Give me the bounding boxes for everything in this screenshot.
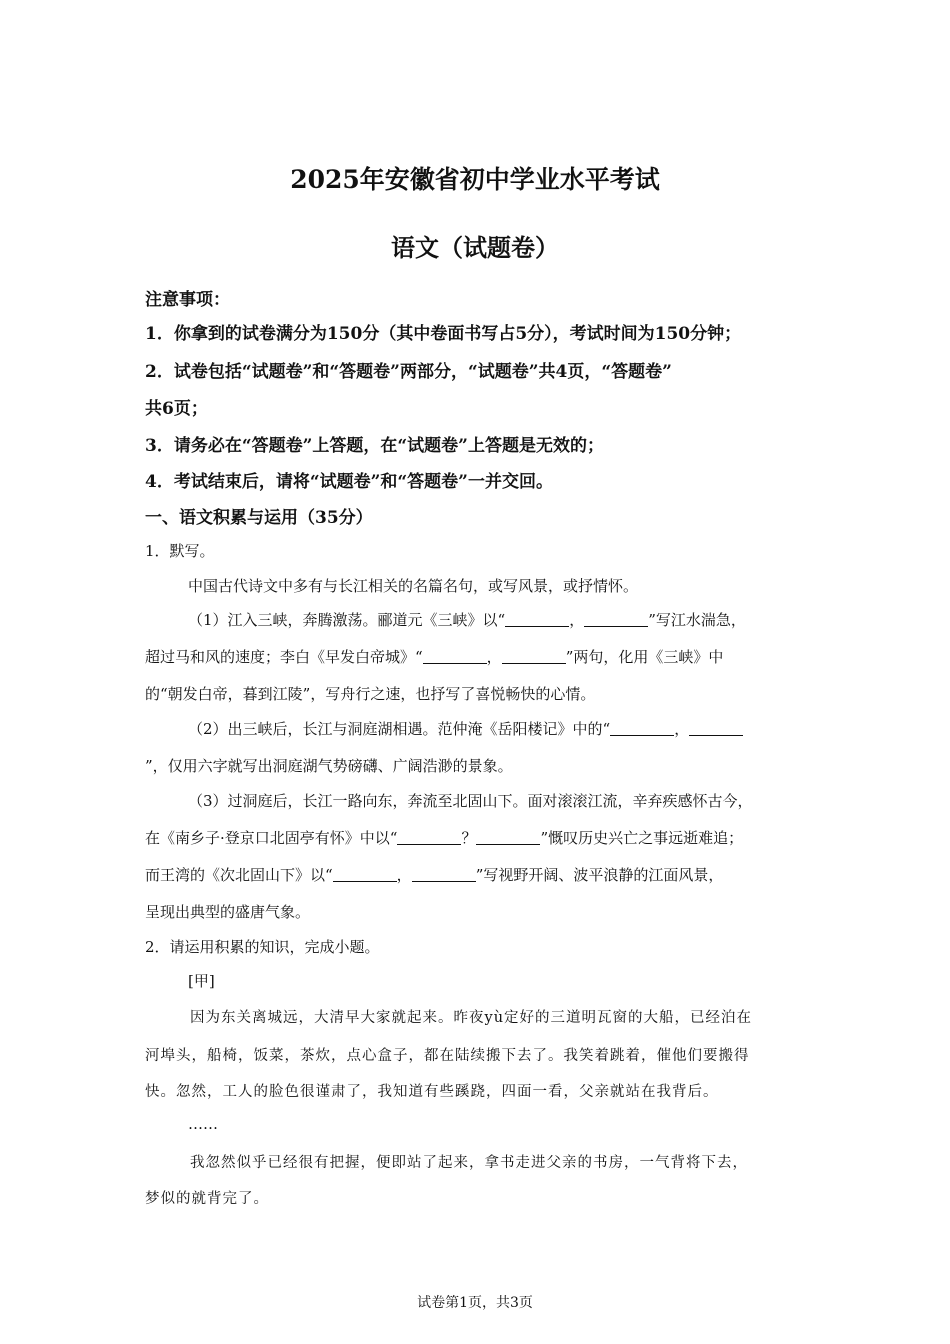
answer-blank[interactable] [333,867,397,882]
notice-item-3: 3．请务必在“答题卷”上答题，在“试题卷”上答题是无效的； [145,436,604,456]
passage-line: 河埠头，船椅，饭菜，茶炊，点心盒子，都在陆续搬下去了。我笑着跳着，催他们要搬得 [145,1048,750,1064]
text: 在《南乡子·登京口北固亭有怀》中以“ [145,829,398,847]
text: 超过马和风的速度；李白《早发白帝城》“ [145,648,423,666]
notice-heading: 注意事项： [145,290,230,310]
passage-ellipsis: …… [188,1115,218,1133]
text: ， [569,611,585,629]
question-1-1-line2 [145,646,723,667]
page-subtitle: 语文（试题卷） [391,233,559,262]
notice-item-4: 4．考试结束后，请将“试题卷”和“答题卷”一并交回。 [145,472,553,492]
question-1-2-line1 [188,718,743,739]
text: （2）出三峡后，长江与洞庭湖相遇。范仲淹《岳阳楼记》中的“ [188,720,611,738]
question-1-3-line4: 呈现出典型的盛唐气象。 [145,903,311,921]
text: 而王湾的《次北固山下》以“ [145,866,333,884]
text: （1）江入三峡，奔腾激荡。郦道元《三峡》以“ [188,611,506,629]
text: ？ [461,829,477,847]
section-heading: 一、语文积累与运用（35分） [145,508,373,528]
notice-item-2: 2．试卷包括“试题卷”和“答题卷”两部分，“试题卷”共4页，“答题卷” [145,362,672,382]
question-1-1-line1 [188,609,746,630]
question-2-label: 2．请运用积累的知识，完成小题。 [145,938,380,956]
page-number-footer: 试卷第1页，共3页 [417,1295,533,1311]
answer-blank[interactable] [505,612,569,627]
text: ， [674,720,690,738]
question-1-3-line3 [145,864,723,885]
text: ”两句，化用《三峡》中 [565,648,724,666]
answer-blank[interactable] [412,867,476,882]
text: ”写江水湍急， [648,611,746,629]
answer-blank[interactable] [397,830,461,845]
notice-item-2-cont: 共6页； [145,399,208,419]
passage-line: 梦似的就背完了。 [145,1191,269,1207]
text: ， [396,866,412,884]
text: ”写视野开阔、波平浪静的江面风景， [475,866,724,884]
answer-blank[interactable] [584,612,648,627]
question-1-3-line2 [145,827,743,848]
question-1-3-line1: （3）过洞庭后，长江一路向东，奔流至北固山下。面对滚滚江流，辛弃疾感怀古今， [188,792,753,810]
text: ， [486,648,502,666]
question-1-1-line3: 的“朝发白帝，暮到江陵”，写舟行之速，也抒写了喜悦畅快的心情。 [145,685,596,703]
passage-line: 我忽然似乎已经很有把握，便即站了起来，拿书走进父亲的书房，一气背将下去， [190,1155,748,1171]
answer-blank[interactable] [610,721,674,736]
answer-blank[interactable] [476,830,540,845]
page-title: 2025年安徽省初中学业水平考试 [290,165,660,194]
notice-item-1: 1．你拿到的试卷满分为150分（其中卷面书写占5分），考试时间为150分钟； [145,324,742,344]
answer-blank[interactable] [689,721,743,736]
passage-line: 因为东关离城远，大清早大家就起来。昨夜yù定好的三道明瓦窗的大船，已经泊在 [190,1010,753,1026]
answer-blank[interactable] [502,649,566,664]
question-1-label: 1．默写。 [145,542,215,560]
passage-jia-label: [甲] [188,972,215,990]
text: ”慨叹历史兴亡之事远逝难追； [540,829,744,847]
question-1-intro: 中国古代诗文中多有与长江相关的名篇名句，或写风景，或抒情怀。 [188,577,639,595]
question-1-2-line2: ”，仅用六字就写出洞庭湖气势磅礴、广阔浩渺的景象。 [145,757,513,775]
passage-line: 快。忽然，工人的脸色很谨肃了，我知道有些蹊跷，四面一看，父亲就站在我背后。 [145,1084,719,1100]
answer-blank[interactable] [423,649,487,664]
